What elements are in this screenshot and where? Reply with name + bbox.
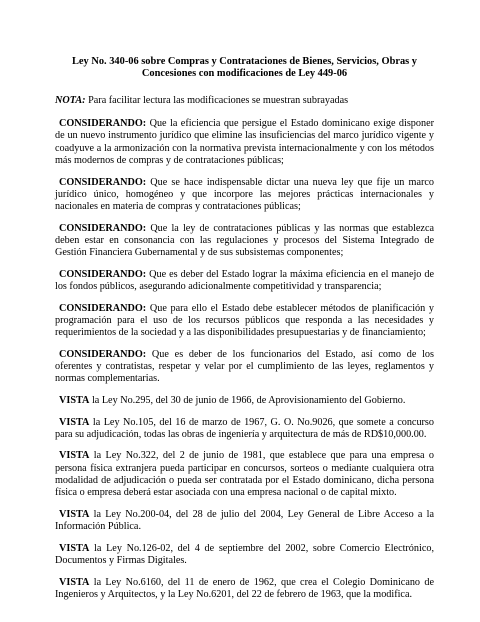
paragraph-text: Que la ley de contrataciones públicas y las normas que establezca deben estar en consonancia con las regulaciones y procesos del Sistema Integrado de Gestión Financiera Gubernamental y de sus subsistemas componentes; — [55, 222, 434, 259]
paragraph-keyword: VISTA — [59, 416, 90, 428]
vista-paragraph — [55, 450, 434, 499]
paragraph-text: la Ley No.105, del 16 de marzo de 1967, G. O. No.9026, que somete a concurso para su adjudicación, todas las obras de ingeniería y arquitectura de más de RD$10,000.00. — [55, 416, 434, 440]
vista-paragraph — [55, 417, 434, 441]
paragraph-keyword: VISTA — [59, 394, 90, 406]
title-line-2: Concesiones con modificaciones de Ley 449-06 — [141, 68, 348, 80]
note-keyword: NOTA: — [55, 94, 86, 106]
document-title — [55, 56, 434, 81]
considerando-paragraph — [55, 349, 434, 386]
paragraph-text: Que para ello el Estado debe establecer métodos de planificación y programación para el uso de los recursos públicos que responda a las necesidades y requerimientos de la sociedad y a las disponibilidades presupuestarias y de financiamiento; — [55, 302, 434, 339]
note-text: Para facilitar lectura las modificaciones se muestran subrayadas — [85, 94, 349, 106]
paragraph-keyword: VISTA — [59, 508, 90, 520]
vista-paragraph — [55, 577, 434, 601]
paragraph-text: Que la eficiencia que persigue el Estado dominicano exige disponer de un nuevo instrumento jurídico que elimine las insuficiencias del marco jurídico vigente y coadyuve a la armonización con la normativa prevista internacionalmente y con los métodos más modernos de compras y de contrataciones públicas; — [55, 118, 434, 166]
considerando-paragraph — [55, 223, 434, 260]
paragraph-text: Que es deber de los funcionarios del Estado, así como de los oferentes y contratistas, respetar y velar por el cumplimiento de las leyes, reglamentos y normas complementarias. — [55, 348, 434, 385]
paragraph-text: la Ley No.126-02, del 4 de septiembre del 2002, sobre Comercio Electrónico, Documentos y Firmas Digitales. — [55, 542, 434, 566]
paragraph-keyword: VISTA — [59, 450, 90, 462]
considerando-paragraph — [55, 303, 434, 340]
paragraph-keyword: CONSIDERANDO: — [59, 268, 147, 280]
note-paragraph — [55, 95, 434, 107]
paragraph-keyword: CONSIDERANDO: — [59, 222, 147, 234]
considerando-paragraph — [55, 118, 434, 167]
title-line-1: Ley No. 340-06 sobre Compras y Contrataciones de Bienes, Servicios, Obras y — [72, 56, 417, 67]
vista-paragraph — [55, 509, 434, 533]
paragraph-keyword: CONSIDERANDO: — [59, 348, 147, 360]
paragraph-keyword: CONSIDERANDO: — [59, 302, 147, 314]
paragraph-keyword: CONSIDERANDO: — [59, 176, 147, 188]
paragraph-keyword: VISTA — [59, 542, 90, 554]
paragraph-text: la Ley No.295, del 30 de junio de 1966, de Aprovisionamiento del Gobierno. — [89, 394, 406, 406]
paragraph-text: Que se hace indispensable dictar una nueva ley que fije un marco jurídico único, homogéneo y que incorpore las mejores prácticas internacionales y nacionales en materia de compras y contrataciones públicas; — [55, 176, 434, 212]
paragraph-text: Que es deber del Estado lograr la máxima eficiencia en el manejo de los fondos públicos, asegurando adicionalmente competitividad y transparencia; — [55, 268, 434, 292]
paragraph-keyword: CONSIDERANDO: — [59, 118, 147, 130]
vista-paragraph — [55, 395, 434, 407]
paragraph-keyword: VISTA — [59, 576, 90, 588]
paragraph-text: la Ley No.322, del 2 de junio de 1981, que establece que para una empresa o persona física extranjera pueda participar en concursos, sorteos o mediante cualquiera otra modalidad de adjudicación o pueda ser contratada por el Estado dominicano, dicha persona física o empresa deberá estar asociada con una empresa nacional o de capital mixto. — [55, 450, 434, 499]
vista-paragraph — [55, 543, 434, 567]
paragraph-text: la Ley No.6160, del 11 de enero de 1962, que crea el Colegio Dominicano de Ingenieros y Arquitectos, y la Ley No.6201, del 22 de febrero de 1963, que la modifica. — [55, 576, 434, 600]
paragraph-text: la Ley No.200-04, del 28 de julio del 2004, Ley General de Libre Acceso a la Información Pública. — [55, 508, 434, 532]
considerando-paragraph — [55, 269, 434, 293]
considerando-paragraph — [55, 177, 434, 214]
